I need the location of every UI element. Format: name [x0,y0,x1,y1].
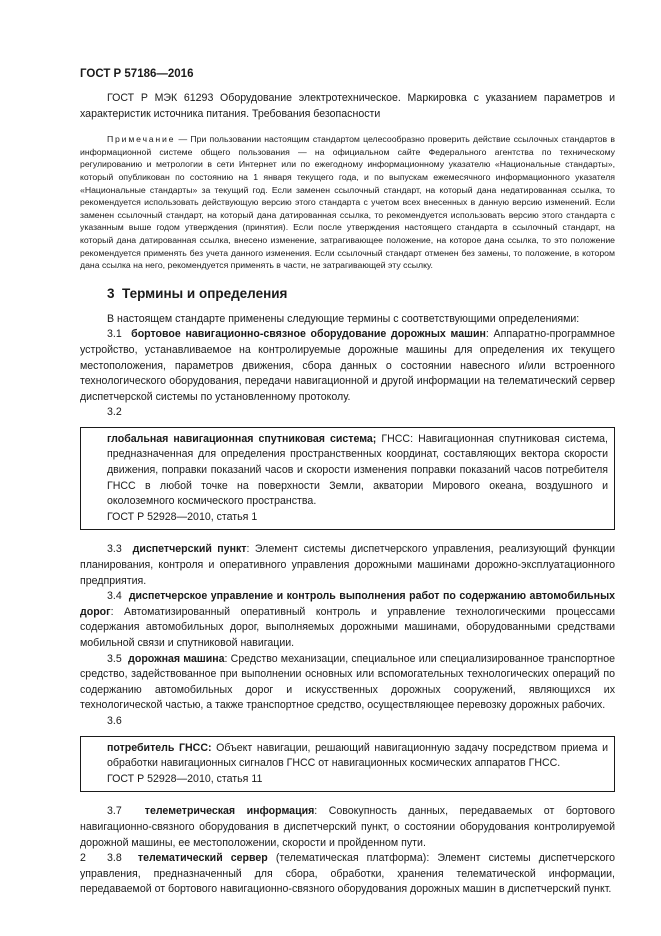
term-3-1 [80,327,615,405]
section-number: 3 [107,285,115,301]
term-name: бортовое навигационно-связное оборудование дорожных машин [131,328,486,341]
normative-reference: ГОСТ Р МЭК 61293 Оборудование электротехническое. Маркировка с указанием параметров и характеристик источника питания. Требования безопасности [80,92,615,120]
term-3-7 [80,804,615,851]
note-label: Примечание [107,134,176,145]
term-3-6 [107,741,608,772]
term-definition: Объект навигации, решающий навигационную задачу посредством приема и обработки навигационных сигналов ГНСС от навигационных космических аппаратов ГНСС. [107,741,608,770]
term-3-6-number: 3.6 [107,714,122,727]
term-3-3 [80,542,615,589]
section-title: Термины и определения [122,285,288,301]
term-name: диспетчерское управление и контроль выполнения работ по содержанию автомобильных дорог [80,590,616,618]
page-content [80,91,615,898]
term-name: телеметрическая информация [144,805,315,818]
term-name: диспетчерский пункт [132,543,247,556]
term-definition: : Аппаратно-программное устройство, устанавливаемое на контролируемые дорожные машины для определения их текущего местоположения, параметров движения, сбора данных о состоянии навесного и/или встроенного технологического оборудования, передачи навигационной и другой информации на телематический сервер диспетчерской системы по установленному протоколу. [80,328,615,403]
note-paragraph [80,133,615,272]
term-definition: : Автоматизированный оперативный контроль и управление технологическими процессами содержания автомобильных дорог, выполняемых дорожными машинами, оборудованными средствами мобильной связи и спутниковой навигации. [80,605,615,649]
term-source: ГОСТ Р 52928—2010, статья 11 [107,772,263,785]
term-number: 3.7 [107,805,122,818]
section-intro: В настоящем стандарте применены следующие термины с соответствующими определениями: [107,312,580,325]
term-definition: : Элемент системы диспетчерского управления, реализующий функции планирования, контроля и оперативного управления дорожными машинами дорожно-эксплуатационного предприятия. [80,543,616,587]
term-name: глобальная навигационная спутниковая система; [107,432,377,445]
term-definition: ГНСС: Навигационная спутниковая система, предназначенная для определения пространственных координат, составляющих вектора скорости движения, поправки показаний часов и скорости изменения поправки показаний часов потребителя ГНСС в любой точке на поверхности Земли, акватории Мирового океана, воздушного и околоземного космического пространства. [107,432,608,508]
term-3-2 [107,432,608,510]
term-number: 3.4 [107,590,122,603]
term-3-4 [80,589,615,651]
page-number: 2 [80,852,86,864]
term-number: 3.3 [107,543,122,556]
note-dash: — [175,134,191,145]
section-heading [80,286,615,301]
term-number: 3.8 [107,852,122,865]
term-name: потребитель ГНСС: [107,741,212,754]
term-name: дорожная машина [128,652,225,665]
term-name: телематический сервер [137,852,268,865]
term-3-8 [80,851,615,898]
term-3-2-box [80,427,615,531]
term-3-5 [80,652,615,714]
term-number: 3.5 [107,652,122,665]
term-3-6-box [80,736,615,793]
term-3-2-number: 3.2 [107,406,122,419]
note-text: При пользовании настоящим стандартом целесообразно проверить действие ссылочных стандартов в информационной системе общего пользования — на официальном сайте Федерального агентства по техническому регулированию и метрологии в сети Интернет или по ежегодному информационному указателю «Национальные стандарты», который опубликован по состоянию на 1 января текущего года, и по выпускам ежемесячного информационного указателя «Национальные стандарты» за текущий год. Если заменен ссылочный стандарт, на который дана недатированная ссылка, то рекомендуется использовать действующую версию этого стандарта с учетом всех внесенных в данную версию изменений. Если заменен ссылочный стандарт, на который дана датированная ссылка, то рекомендуется использовать версию этого стандарта с указанным выше годом утверждения (принятия). Если после утверждения настоящего стандарта в ссылочный стандарт, на который дана датированная ссылка, внесено изменение, затрагивающее положение, на которое дана ссылка, то это положение рекомендуется применять без учета данного изменения. Если ссылочный стандарт отменен без замены, то положение, в котором дана ссылка на него, рекомендуется применять в части, не затрагивающей эту ссылку. [80,134,615,271]
document-code: ГОСТ Р 57186—2016 [80,68,194,80]
term-definition: (телематическая платформа): Элемент системы диспетчерского управления, предназначенный для сбора, обработки, хранения телематической информации, передаваемой от бортового навигационно-связного оборудования дорожных машин в диспетчерский пункт. [80,852,615,896]
term-definition: : Совокупность данных, передаваемых от бортового навигационно-связного оборудования в диспетчерский пункт, о состоянии оборудования контролируемой дорожной машины, ее местоположении, скорости и пройденном пути. [80,805,615,849]
term-source: ГОСТ Р 52928—2010, статья 1 [107,510,258,523]
term-definition: : Средство механизации, специальное или специализированное транспортное средство, задействованное при выполнении основных или вспомогательных технологических операций по содержанию автомобильных дорог и искусственных дорожных сооружений, являющихся их технологической частью, а также транспортное средство, осуществляющее перевозку дорожных рабочих. [80,652,615,712]
term-number: 3.1 [107,328,122,341]
